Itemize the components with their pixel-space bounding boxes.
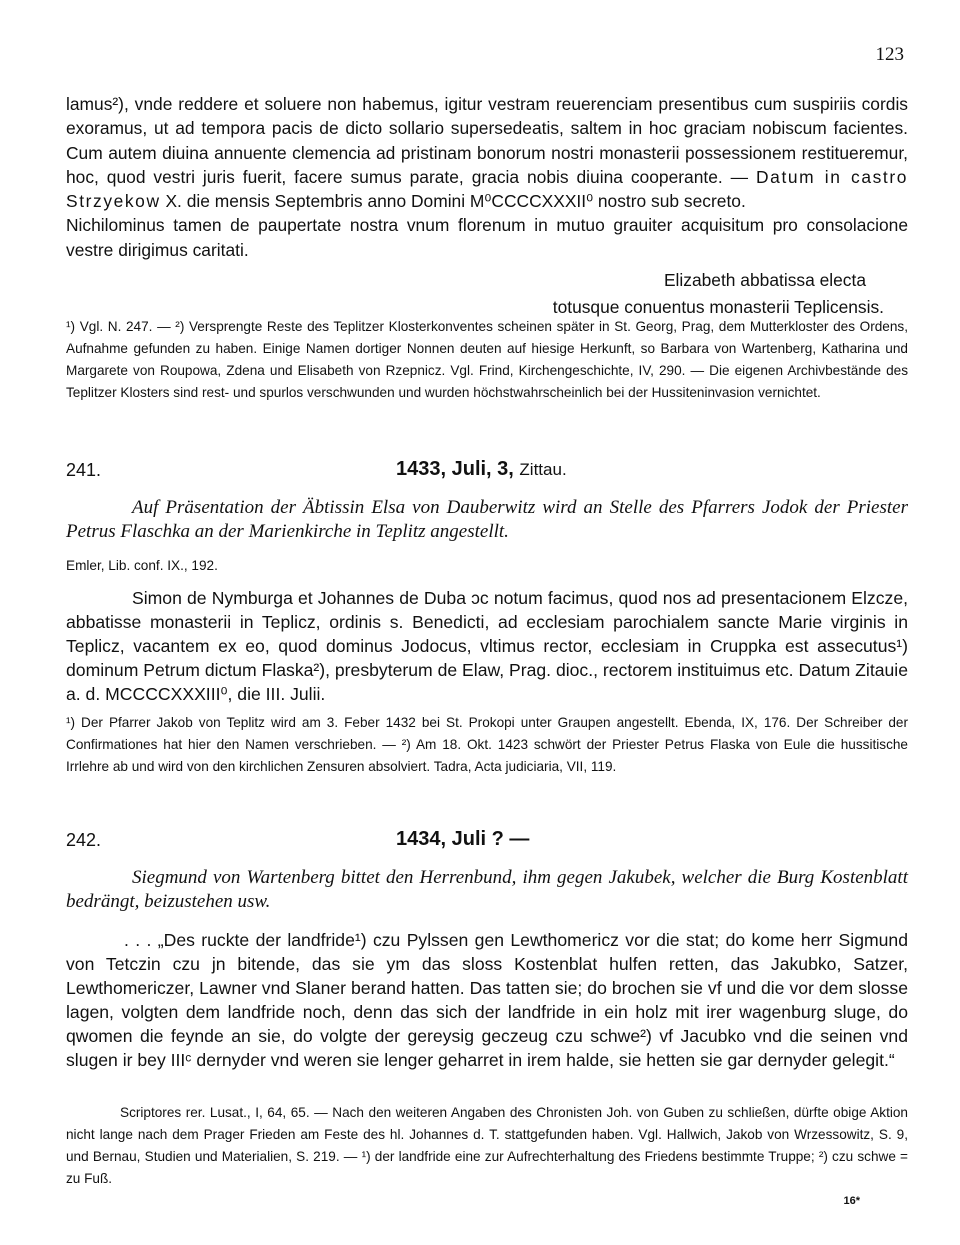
entry-242 [66,828,908,914]
top-footnotes [66,316,908,404]
entry-241-footnotes [66,712,908,778]
entry-241-charter [66,586,908,706]
entry-242-charter [66,928,908,1072]
entry-241-place: Zittau. [519,460,567,479]
letter-body [66,92,908,213]
entry-242-date: 1434, Juli ? — [396,828,530,850]
entry-241-footnotes-text: ¹) Der Pfarrer Jakob von Teplitz wird am 3. Feber 1432 bei St. Prokopi unter Graupen angestellt. Ebenda, IX, 176. Der Schreiber der Confirmationes hat hier den Namen verschrieben. — ²) Am 18. Okt. 1423 schwört der Priester Petrus Flaska von Eule die hussitische Irrlehre ab und wird von den kirchlichen Zensuren absolviert. Tadra, Acta judiciaria, VII, 119. [66,715,908,774]
continuation-text [66,92,908,320]
datum-spaced: Datum in castro Strzyekow [66,166,909,212]
entry-242-text: . . . „Des ruckte der landfride¹) czu Pylssen gen Lewthomericz vor die stat; do kome herr Sigmund von Tetczin czu jn bitende, das sie ym das sloss Kostenblat hulfen retten, das Jakubko, Satzer, Lewthomericzer, Lawner vnd Slaner berand hatten. Das tatten sie; do brochen sie vf und die vor dem slosse lagen, volgten dem landfride noch, denn das sich der landfride in ein holz mit irer wagenburg sluge, do qwomen die feynde an sie, do volgte der gereysig geczeug czu schwe²) vf Jacubko vnd die seinen vnd slugen ir bey IIIᶜ dernyder vnd weren sie lenger geharret in irem halde, sie hetten sie gar dernyder gelegit.“ [66,930,908,1070]
signature-line-1: Elizabeth abbatissa electa [663,270,866,291]
entry-242-footnotes [66,1102,908,1190]
signature-line-2: totusque conuentus monasterii Teplicensis. [552,297,884,318]
entry-241-date-text: 1433, Juli, 3, [396,458,514,480]
letter-body-text: lamus²), vnde reddere et soluere non habemus, igitur vestram reuerenciam presentibus cum suspiriis cordis exoramus, ut ad tempora pacis de dicto sollario supersedeatis, saltem in hoc graciam nobiscum facientes. Cum autem diuina annuente clemencia ad pristinam bonorum nostri monasterii possessionem restitueremur, hoc, quod vestri juris fuerit, facere sumus parate, gracia nobis diuina cooperante. — [66,94,908,187]
entry-241-heading [66,458,908,486]
entry-242-regest: Siegmund von Wartenberg bittet den Herrenbund, ihm gegen Jakubek, welcher die Burg Kostenblatt bedrängt, beizustehen usw. [66,867,908,912]
entry-242-heading [66,828,908,856]
entry-241-date [396,458,567,481]
entry-242-number: 242. [66,830,102,850]
nichilominus-paragraph: Nichilominus tamen de paupertate nostra vnum florenum in mutuo grauiter acquisitum pro consolacione vestre dirigimus caritati. [66,215,908,260]
catchword: 16* [843,1195,860,1207]
entry-241-source: Emler, Lib. conf. IX., 192. [66,558,218,573]
entry-241-text: Simon de Nymburga et Johannes de Duba ɔc notum facimus, quod nos ad presentacionem Elzcze, abbatisse monasterii in Teplicz, ordinis s. Benedicti, ad ecclesiam parochialem sancte Marie virginis in Teplicz, vacantem ex eo, quod dominus Jodocus, vltimus rector, ecclesiam in Cruppka est assecutus¹) dominum Petrum dictum Flaska²), presbyterum de Elaw, Prag. dioc., rectorem instituimus etc. Datum Zitauie a. d. MCCCCXXXIII⁰, die III. Julii. [66,588,908,704]
entry-241-number: 241. [66,460,102,480]
top-footnotes-text: ¹) Vgl. N. 247. — ²) Versprengte Reste des Teplitzer Klosterkonventes scheinen später in St. Georg, Prag, dem Mutterkloster des Ordens, Aufnahme gefunden zu haben. Einige Namen dortiger Nonnen deuten auf hiesige Herkunft, so Barbara von Wartenberg, Katharina und Margarete von Roupowa, Zdena und Elisabeth von Rzepnicz. Vgl. Frind, Kirchengeschichte, IV, 290. — Die eigenen Archivbestände des Teplitzer Klosters sind rest- und spurlos verschwunden und wurden höchstwahrscheinlich bei der Hussiteninvasion vernichtet. [66,319,908,400]
entry-242-footnotes-text: Scriptores rer. Lusat., I, 64, 65. — Nach den weiteren Angaben des Chronisten Joh. von Guben zu schließen, dürfte obige Aktion nicht lange nach dem Prager Frieden am Feste des hl. Johannes d. T. stattgefunden haben. Vgl. Hallwich, Jakob von Wrzessowitz, S. 9, und Bernau, Studien und Materialien, S. 219. — ¹) der landfride eine zur Aufrechterhaltung des Friedens bestimmte Truppe; ²) czu schwe = zu Fuß. [66,1105,908,1186]
datum-rest: X. die mensis Septembris anno Domini M⁰CCCCXXXII⁰ nostro sub secreto. [160,191,746,212]
entry-241 [66,458,908,573]
page-number: 123 [875,44,904,65]
signature [66,266,908,320]
entry-241-regest: Auf Präsentation der Äbtissin Elsa von Dauberwitz wird an Stelle des Pfarrers Jodok der Priester Petrus Flaschka an der Marienkirche in Teplitz angestellt. [66,497,908,542]
